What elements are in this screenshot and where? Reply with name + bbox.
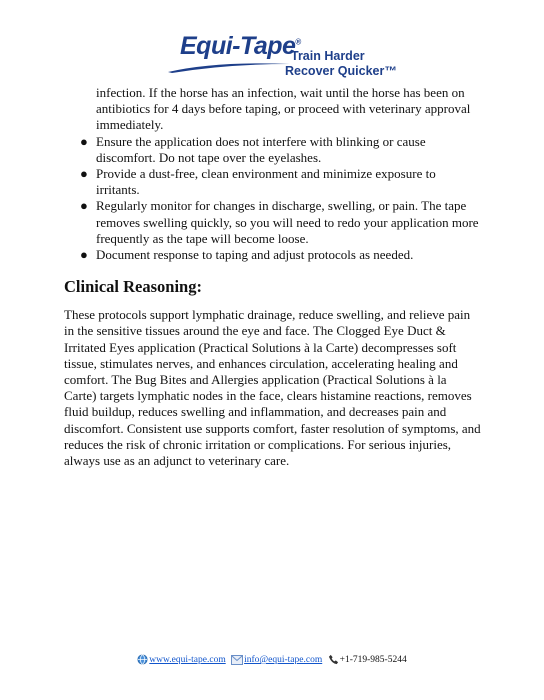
continued-paragraph: infection. If the horse has an infection, wait until the horse has been on antibiotics for 4 days before taping, or proceed with veterinary approval immediately. (96, 85, 471, 133)
logo-trademark: ® (295, 37, 301, 47)
bullet-icon: ● (80, 247, 88, 263)
page-header (0, 30, 544, 82)
logo-text: Equi-Tape (180, 32, 296, 60)
list-item (64, 134, 482, 166)
globe-icon (137, 654, 148, 665)
phone-number: +1-719-985-5244 (339, 655, 407, 665)
section-heading: Clinical Reasoning: (64, 277, 202, 297)
list-item (64, 166, 482, 198)
list-item (64, 247, 482, 263)
logo-swoosh-icon (166, 60, 292, 74)
bullet-list (64, 134, 482, 264)
clinical-reasoning-paragraph: These protocols support lymphatic drainage, reduce swelling, and relieve pain in the sensitive tissues around the eye and face. The Clogged Eye Duct & Irritated Eyes application (Practical Solutions à la Carte) decompresses soft tissue, stimulates nerves, and enhances circulation, accelerating healing and comfort. The Bug Bites and Allergies application (Practical Solutions à la Carte) targets lymphatic nodes in the face, clears histamine reactions, removes fluid buildup, reduces swelling and inflammation, and decreases pain and discomfort. Consistent use supports comfort, faster resolution of symptoms, and reduces the risk of chronic irritation or complications. For serious injuries, always use as an adjunct to veterinary care. (64, 307, 481, 469)
bullet-icon: ● (80, 133, 88, 149)
bullet-icon: ● (80, 166, 88, 182)
email-link[interactable]: info@equi-tape.com (244, 655, 323, 665)
list-item-text: Ensure the application does not interfere with blinking or cause discomfort. Do not tape over the eyelashes. (96, 133, 426, 165)
page-body (64, 85, 482, 469)
list-item (64, 198, 482, 247)
email-icon (231, 655, 243, 665)
list-item-text: Document response to taping and adjust protocols as needed. (96, 247, 414, 263)
page-footer (0, 653, 544, 667)
brand-logo (180, 34, 301, 59)
tagline-recover-quicker: Recover Quicker™ (285, 64, 397, 78)
bullet-icon: ● (80, 198, 88, 214)
website-link[interactable]: www.equi-tape.com (149, 655, 226, 665)
list-item-text: Provide a dust-free, clean environment and minimize exposure to irritants. (96, 166, 436, 198)
phone-icon (328, 654, 339, 665)
tagline-train-harder: Train Harder (291, 49, 365, 63)
list-item-text: Regularly monitor for changes in discharge, swelling, or pain. The tape removes swelling quickly, so you will need to redo your application more frequently as the tape will become loose. (96, 198, 479, 246)
